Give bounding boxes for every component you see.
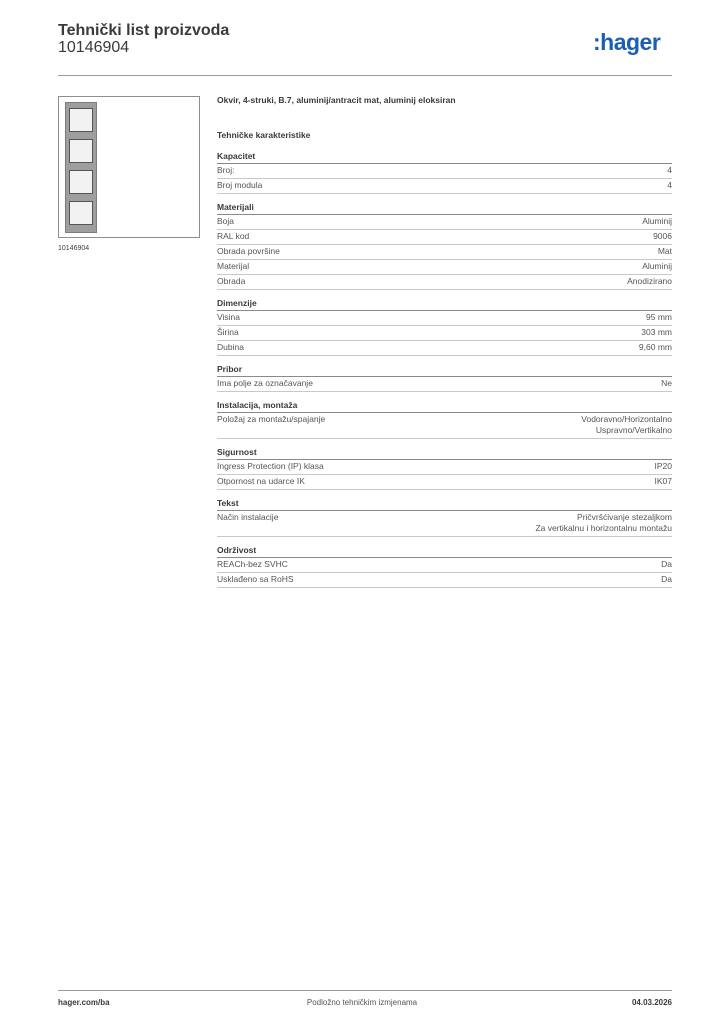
spec-label: RAL kod [217, 231, 250, 241]
spec-label: Visina [217, 312, 240, 322]
logo-text: hager [600, 29, 661, 55]
spec-content [217, 94, 672, 595]
spec-row [217, 245, 672, 260]
spec-value-line: Anodizirano [627, 276, 672, 286]
spec-label: REACh-bez SVHC [217, 559, 288, 569]
spec-row [217, 377, 672, 392]
spec-value [661, 378, 672, 389]
spec-row [217, 511, 672, 537]
spec-value [653, 231, 672, 242]
spec-row [217, 326, 672, 341]
spec-value-line: IK07 [654, 476, 672, 486]
spec-row [217, 260, 672, 275]
spec-row [217, 215, 672, 230]
spec-section [217, 297, 672, 356]
spec-label: Boja [217, 216, 235, 226]
spec-value [581, 414, 672, 436]
spec-value-line: Ne [661, 378, 672, 388]
spec-value [658, 246, 672, 257]
spec-label: Broj modula [217, 180, 263, 190]
spec-value-line: Da [661, 559, 672, 569]
spec-section [217, 544, 672, 588]
spec-value [535, 512, 672, 534]
section-title: Kapacitet [217, 150, 672, 164]
spec-value-line: IP20 [654, 461, 672, 471]
section-title: Materijali [217, 201, 672, 215]
spec-label: Otpornost na udarce IK [217, 476, 305, 486]
spec-row [217, 413, 672, 439]
hager-logo: :hager [593, 29, 661, 55]
frame-slot [69, 108, 93, 132]
spec-section [217, 399, 672, 439]
spec-label: Materijal [217, 261, 250, 271]
section-title: Tekst [217, 497, 672, 511]
spec-section [217, 363, 672, 392]
footer-website: hager.com/ba [58, 998, 110, 1007]
product-image [58, 96, 200, 238]
spec-value-line: Aluminij [642, 216, 672, 226]
spec-row [217, 573, 672, 588]
product-image-caption: 10146904 [58, 245, 90, 252]
spec-value [661, 574, 672, 585]
spec-section [217, 150, 672, 194]
spec-value-line: 4 [667, 180, 672, 190]
spec-row [217, 164, 672, 179]
spec-value [642, 216, 672, 227]
footer-divider [58, 990, 672, 991]
spec-row [217, 341, 672, 356]
spec-value [639, 342, 672, 353]
spec-value-line: Da [661, 574, 672, 584]
spec-value [661, 559, 672, 570]
spec-value-line: Aluminij [642, 261, 672, 271]
spec-row [217, 230, 672, 245]
spec-value-line: Vodoravno/Horizontalno [581, 414, 672, 424]
spec-value [627, 276, 672, 287]
spec-value-line: 95 mm [646, 312, 672, 322]
spec-value-line: Za vertikalnu i horizontalnu montažu [535, 523, 672, 533]
spec-row [217, 311, 672, 326]
section-title: Pribor [217, 363, 672, 377]
spec-row [217, 475, 672, 490]
frame-slot [69, 201, 93, 225]
product-description: Okvir, 4-struki, B.7, aluminij/antracit mat, aluminij eloksiran [217, 95, 456, 105]
spec-section [217, 497, 672, 537]
spec-label: Položaj za montažu/spajanje [217, 414, 326, 424]
frame-illustration [65, 102, 97, 233]
spec-label: Obrada površine [217, 246, 280, 256]
footer-date: 04.03.2026 [631, 998, 672, 1007]
tech-characteristics-heading: Tehničke karakteristike [217, 130, 311, 140]
spec-row [217, 275, 672, 290]
spec-value [667, 165, 672, 176]
section-title: Dimenzije [217, 297, 672, 311]
spec-label: Dubina [217, 342, 244, 352]
spec-section [217, 446, 672, 490]
spec-row [217, 179, 672, 194]
spec-value [642, 261, 672, 272]
section-title: Održivost [217, 544, 672, 558]
spec-label: Ima polje za označavanje [217, 378, 313, 388]
spec-value-line: Mat [657, 246, 672, 256]
product-code: 10146904 [58, 39, 130, 56]
spec-label: Način instalacije [217, 512, 279, 522]
spec-value-line: Pričvršćivanje stezaljkom [577, 512, 672, 522]
frame-slot [69, 139, 93, 163]
footer-note: Podložno tehničkim izmjenama [306, 998, 418, 1007]
spec-value [655, 476, 673, 487]
spec-label: Širina [217, 327, 239, 337]
section-title: Instalacija, montaža [217, 399, 672, 413]
spec-label: Obrada [217, 276, 246, 286]
spec-section [217, 201, 672, 290]
frame-slot [69, 170, 93, 194]
spec-value [655, 461, 673, 472]
spec-value-line: 9,60 mm [638, 342, 672, 352]
page-title: Tehnički list proizvoda [58, 22, 230, 39]
spec-value [641, 327, 672, 338]
section-title: Sigurnost [217, 446, 672, 460]
spec-value-line: 9006 [653, 231, 672, 241]
spec-label: Ingress Protection (IP) klasa [217, 461, 324, 471]
spec-label: Usklađeno sa RoHS [217, 574, 294, 584]
spec-row [217, 460, 672, 475]
spec-row [217, 558, 672, 573]
spec-value [667, 180, 672, 191]
header-divider [58, 75, 672, 76]
spec-label: Broj: [217, 165, 235, 175]
spec-value [646, 312, 672, 323]
spec-value-line: Uspravno/Vertikalno [595, 425, 672, 435]
spec-sections [217, 150, 672, 588]
spec-value-line: 4 [667, 165, 672, 175]
spec-value-line: 303 mm [641, 327, 672, 337]
